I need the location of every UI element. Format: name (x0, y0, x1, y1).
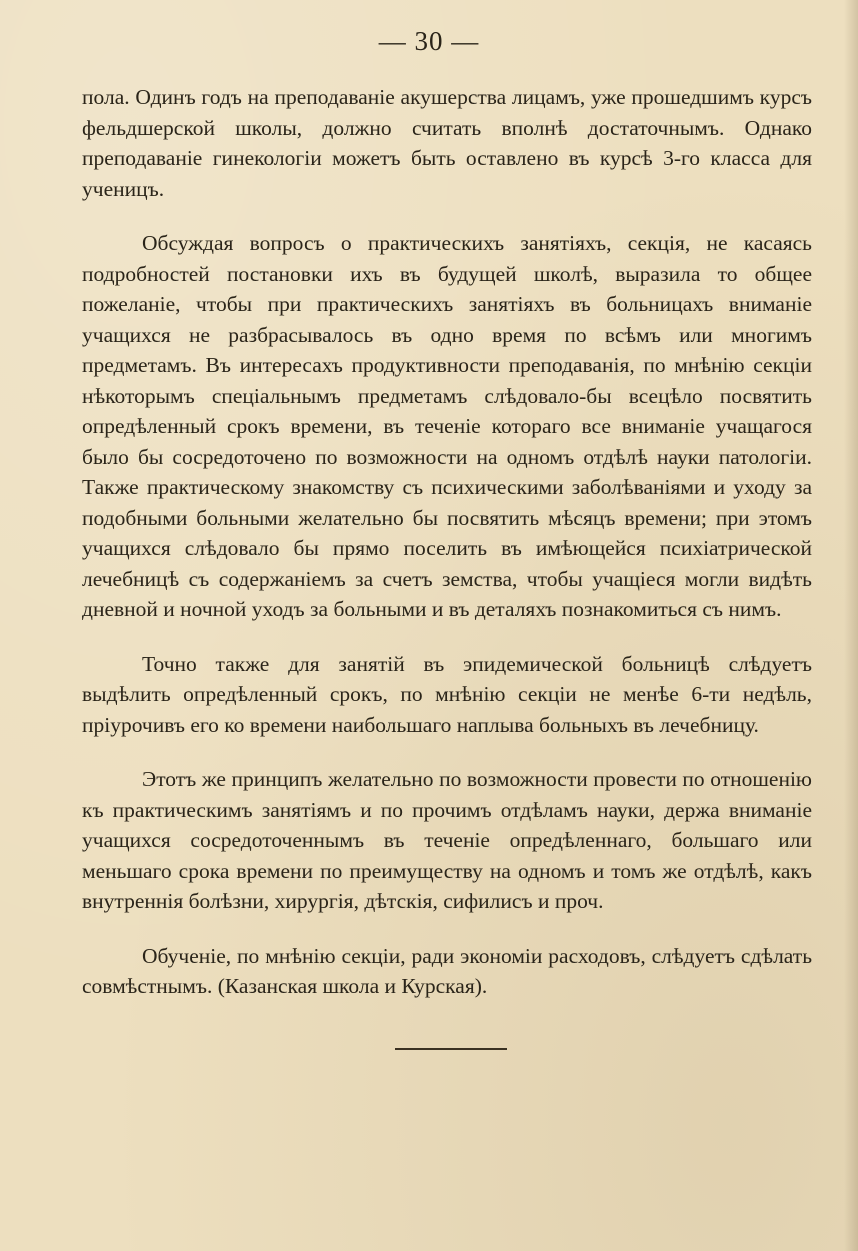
end-divider (395, 1048, 507, 1050)
paragraph-2: Обсуждая вопросъ о практическихъ занятiяхъ, секцiя, не касаясь подробностей постановки ихъ въ будущей школѣ, выразила то общее пожеланiе, чтобы при практическихъ занятiяхъ въ больницахъ вниманiе учащихся не разбрасывалось въ одно время по всѣмъ или многимъ предметамъ. Въ интересахъ продуктивности преподаванiя, по мнѣнiю секцiи нѣкоторымъ спецiальнымъ предметамъ слѣдовало-бы всецѣло посвятить опредѣленный срокъ времени, въ теченiе котораго все вниманiе учащагося было бы сосредоточено по возможности на одномъ отдѣлѣ науки патологiи. Также практическому знакомству съ психическими заболѣванiями и уходу за подобными больными желательно бы посвятить мѣсяцъ времени; при этомъ учащихся слѣдовало бы прямо поселить въ имѣющейся психiатрической лечебницѣ съ содержанiемъ за счетъ земства, чтобы учащiеся могли видѣть дневной и ночной уходъ за больными и въ деталяхъ познакомиться съ нимъ. (82, 231, 812, 621)
paragraph-5: Обученiе, по мнѣнiю секцiи, ради экономiи расходовъ, слѣдуетъ сдѣлать совмѣстнымъ. (Казанская школа и Курская). (82, 943, 812, 998)
paragraph-1: пола. Одинъ годъ на преподаванiе акушерства лицамъ, уже прошедшимъ курсъ фельдшерской школы, должно считать вполнѣ достаточнымъ. Однако преподаванiе гинекологiи можетъ быть оставлено въ курсѣ 3-го класса для ученицъ. (82, 85, 812, 201)
paragraph-4: Этотъ же принципъ желательно по возможности провести по отношенiю къ практическимъ занятiямъ и по прочимъ отдѣламъ науки, держа вниманiе учащихся сосредоточеннымъ въ теченiе опредѣленнаго, большаго или меньшаго срока времени по преимуществу на одномъ и томъ же отдѣлѣ, какъ внутреннiя болѣзни, хирургiя, дѣтскiя, сифилисъ и проч. (82, 767, 812, 913)
page-edge-shadow (844, 0, 858, 1251)
page-number: — 30 — (378, 26, 480, 56)
body-text (82, 82, 812, 1026)
paragraph-3: Точно также для занятiй въ эпидемической больницѣ слѣдуетъ выдѣлить опредѣленный срокъ, по мнѣнiю секцiи не менѣе 6-ти недѣль, прiурочивъ его ко времени наибольшаго наплыва больныхъ въ лечебницу. (82, 651, 812, 737)
